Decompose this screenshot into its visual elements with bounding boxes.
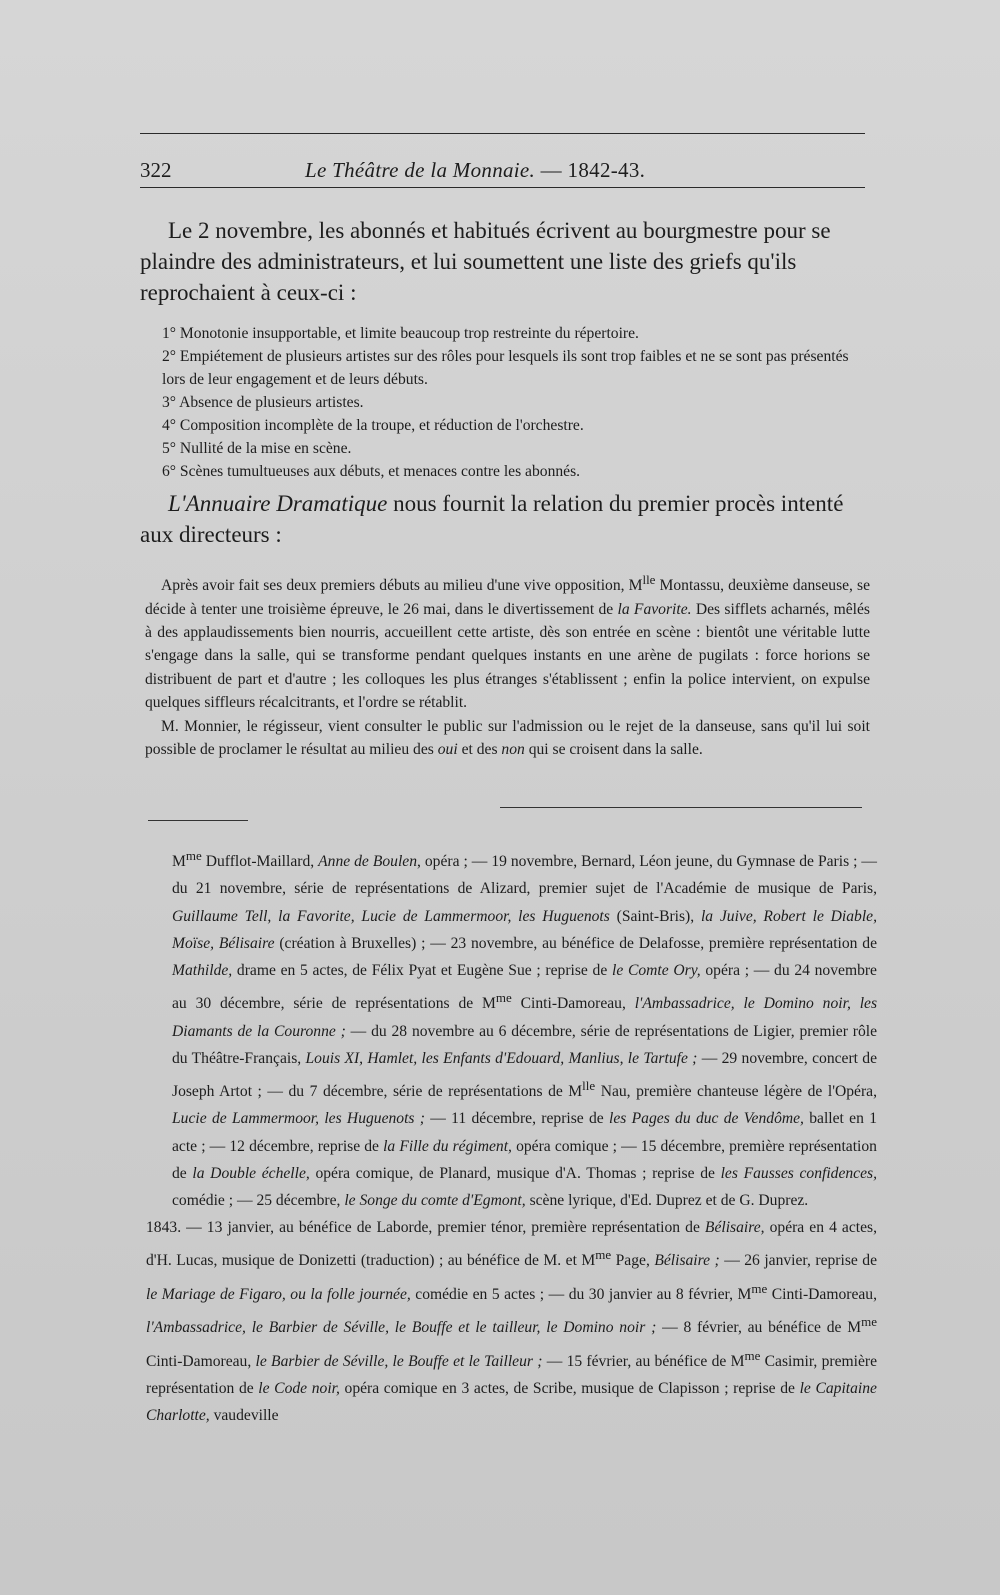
note-text: Cinti-Damoreau, (767, 1285, 877, 1303)
note-superscript: me (861, 1314, 877, 1330)
note-work-title: le Mariage de Figaro, ou la folle journée, (146, 1285, 411, 1303)
header-top-rule (140, 133, 865, 134)
grievance-item: 3° Absence de plusieurs artistes. (162, 394, 364, 411)
grievance-item: 5° Nullité de la mise en scène. (162, 440, 352, 457)
note-text: (Saint-Bris), (609, 907, 701, 925)
note-work-title: Anne de Boulen (318, 853, 417, 871)
note-text: Dufflot-Maillard, (201, 853, 319, 871)
note-work-title: les Fausses confidences, (720, 1164, 877, 1182)
note-work-title: l'Ambassadrice, le Barbier de Séville, le Bouffe et le tailleur, le Domino noir ; (146, 1319, 657, 1337)
notes-1843 (146, 1214, 877, 1429)
grievance-item: 2° Empiétement de plusieurs artistes sur des rôles pour lesquels ils sont trop faibles et ne se sont pas présentés lors de leur engagement et de leurs débuts. (162, 348, 849, 388)
note-text: comédie ; — 25 décembre, (172, 1192, 345, 1209)
note-superscript: me (744, 1347, 761, 1363)
note-text: , opéra ; — 19 novembre, Bernard, Léon jeune, du Gymnase de Paris ; — du 21 novembre, série de représentations de Alizard, premier sujet de l'Académie de musique de Paris, (172, 853, 877, 898)
note-work-title: Bélisaire, (704, 1219, 765, 1237)
quote-text: et des (457, 741, 502, 759)
note-text: opéra en 4 actes, d'H. Lucas, musique de Donizetti (traduction) ; au bénéfice de M. et M (146, 1219, 877, 1270)
quote-text: Montassu, deuxième danseuse, se décide à tenter une troisième épreuve, le 26 mai, dans le divertissement de (145, 577, 870, 618)
quote-text: Des sifflets acharnés, mêlés à des applaudissements bien nourris, accueillent cette artiste, dès son entrée en scène : bientôt une véritable lutte s'engage dans la salle, qui se transforme pendant quelques instants en une arène de pugilats : force horions se distribuent de part et d'autre ; les colloques les plus étranges s'établissent ; enfin la police intervient, on expulse quelques siffleurs récalcitrants, et l'ordre se rétablit. (145, 600, 870, 712)
annuaire-title: L'Annuaire Dramatique (168, 491, 388, 516)
note-text: — 29 novembre, concert de Joseph Artot ; — du 7 décembre, série de représentations de M (172, 1049, 878, 1101)
annuaire-text: nous fournit la relation du premier procès intenté aux directeurs : (140, 491, 844, 547)
grievance-item: 6° Scènes tumultueuses aux débuts, et menaces contre les abonnés. (162, 463, 581, 480)
note-superscript: me (751, 1280, 768, 1296)
note-text: 1843. — 13 janvier, au bénéfice de Laborde, premier ténor, première représentation de (146, 1219, 705, 1237)
running-header (140, 158, 865, 186)
note-work-title: Mathilde, (172, 962, 233, 979)
quote-text: M. Monnier, le régisseur, vient consulter le public sur l'admission ou le rejet de la danseuse, sans qu'il lui soit possible de proclamer le résultat au milieu des (145, 717, 870, 759)
note-text: opéra comique, de Planard, musique d'A. Thomas ; reprise de (309, 1164, 721, 1182)
notes-1842 (172, 842, 877, 1214)
note-work-title: le Comte Ory, (611, 962, 701, 979)
running-title-text: Le Théâtre de la Monnaie. (305, 158, 536, 182)
grievance-item: 1° Monotonie insupportable, et limite beaucoup trop restreinte du répertoire. (162, 325, 639, 342)
quoted-account (145, 568, 870, 761)
quote-work-title: la Favorite. (617, 600, 692, 618)
quote-paragraph-2 (145, 715, 870, 762)
footnote-separator (148, 820, 248, 821)
grievance-list (140, 322, 868, 483)
note-superscript: lle (582, 1078, 596, 1093)
note-text: Cinti-Damoreau, (146, 1352, 256, 1370)
note-text: — du 28 novembre au 6 décembre, série de représentations de Ligier, premier rôle du Théâtre-Français, (172, 1022, 878, 1067)
note-text: scène lyrique, d'Ed. Duprez et de G. Duprez. (525, 1192, 809, 1209)
note-text: opéra comique ; — 15 décembre, première représentation de (172, 1137, 877, 1182)
quote-non: non (501, 741, 525, 759)
note-text: — 8 février, au bénéfice de M (656, 1319, 862, 1337)
intro-paragraph: Le 2 novembre, les abonnés et habitués écrivent au bourgmestre pour se plaindre des administrateurs, et lui soumettent une liste des griefs qu'ils reprochaient à ceux-ci : (140, 218, 831, 305)
grievance-item: 4° Composition incomplète de la troupe, et réduction de l'orchestre. (162, 417, 584, 434)
quote-text: Après avoir fait ses deux premiers débuts au milieu d'une vive opposition, M (161, 577, 643, 595)
note-text: — 26 janvier, reprise de (719, 1252, 877, 1270)
note-text: opéra comique en 3 actes, de Scribe, musique de Clapisson ; reprise de (339, 1379, 800, 1397)
header-bottom-rule (140, 187, 865, 188)
quote-oui: oui (437, 741, 458, 759)
note-work-title: Louis XI, Hamlet, les Enfants d'Edouard, Manlius, le Tartufe ; (305, 1049, 698, 1067)
running-title (305, 158, 645, 183)
note-work-title: le Barbier de Séville, le Bouffe et le Tailleur ; (255, 1352, 543, 1370)
quote-end-rule (500, 807, 862, 808)
note-text: Casimir, première représentation de (146, 1352, 877, 1397)
performance-notes (146, 842, 878, 1429)
note-text: comédie en 5 actes ; — du 30 janvier au 8 février, M (410, 1285, 752, 1303)
note-work-title: la Juive, Robert le Diable, Moïse, Bélisaire (172, 907, 878, 952)
note-work-title: l'Ambassadrice, le Domino noir, les Diamants de la Couronne ; (172, 995, 878, 1040)
note-text: Nau, première chanteuse légère de l'Opéra, (595, 1083, 877, 1101)
note-work-title: la Fille du régiment, (383, 1137, 512, 1155)
note-text: (création à Bruxelles) ; — 23 novembre, au bénéfice de Delafosse, première représentation de (274, 934, 877, 952)
note-work-title: Lucie de Lammermoor, les Huguenots ; (172, 1110, 425, 1128)
page-number: 322 (140, 158, 172, 182)
note-work-title: Bélisaire ; (654, 1252, 720, 1270)
note-text: ballet en 1 acte ; — 12 décembre, reprise de (172, 1110, 877, 1155)
note-text: M (172, 853, 186, 871)
note-text: — 15 février, au bénéfice de M (542, 1352, 745, 1370)
quote-superscript: lle (642, 572, 656, 587)
note-work-title: le Songe du comte d'Egmont, (344, 1192, 526, 1209)
note-work-title: le Capitaine Charlotte, (146, 1379, 877, 1425)
note-superscript: me (185, 848, 202, 863)
note-work-title: la Double échelle, (192, 1164, 310, 1182)
note-text: drame en 5 actes, de Félix Pyat et Eugène Sue ; reprise de (232, 962, 612, 979)
note-work-title: les Pages du duc de Vendôme, (609, 1110, 804, 1128)
note-superscript: me (595, 1247, 612, 1263)
note-superscript: me (495, 990, 512, 1006)
quote-text: qui se croisent dans la salle. (524, 741, 703, 759)
quote-paragraph-1 (145, 568, 870, 715)
running-title-years: 1842-43. (567, 158, 646, 182)
annuaire-paragraph (140, 488, 868, 550)
note-work-title: le Code noir, (258, 1379, 340, 1397)
note-text: Cinti-Damoreau, (511, 995, 635, 1013)
note-text: vaudeville (209, 1407, 279, 1425)
note-text: Page, (611, 1252, 655, 1270)
running-title-separator: — (540, 158, 562, 182)
note-work-title: Guillaume Tell, la Favorite, Lucie de Lammermoor, les Huguenots (172, 907, 610, 925)
note-text: opéra ; — du 24 novembre au 30 décembre, série de représentations de M (172, 962, 877, 1013)
note-text: — 11 décembre, reprise de (425, 1110, 610, 1128)
